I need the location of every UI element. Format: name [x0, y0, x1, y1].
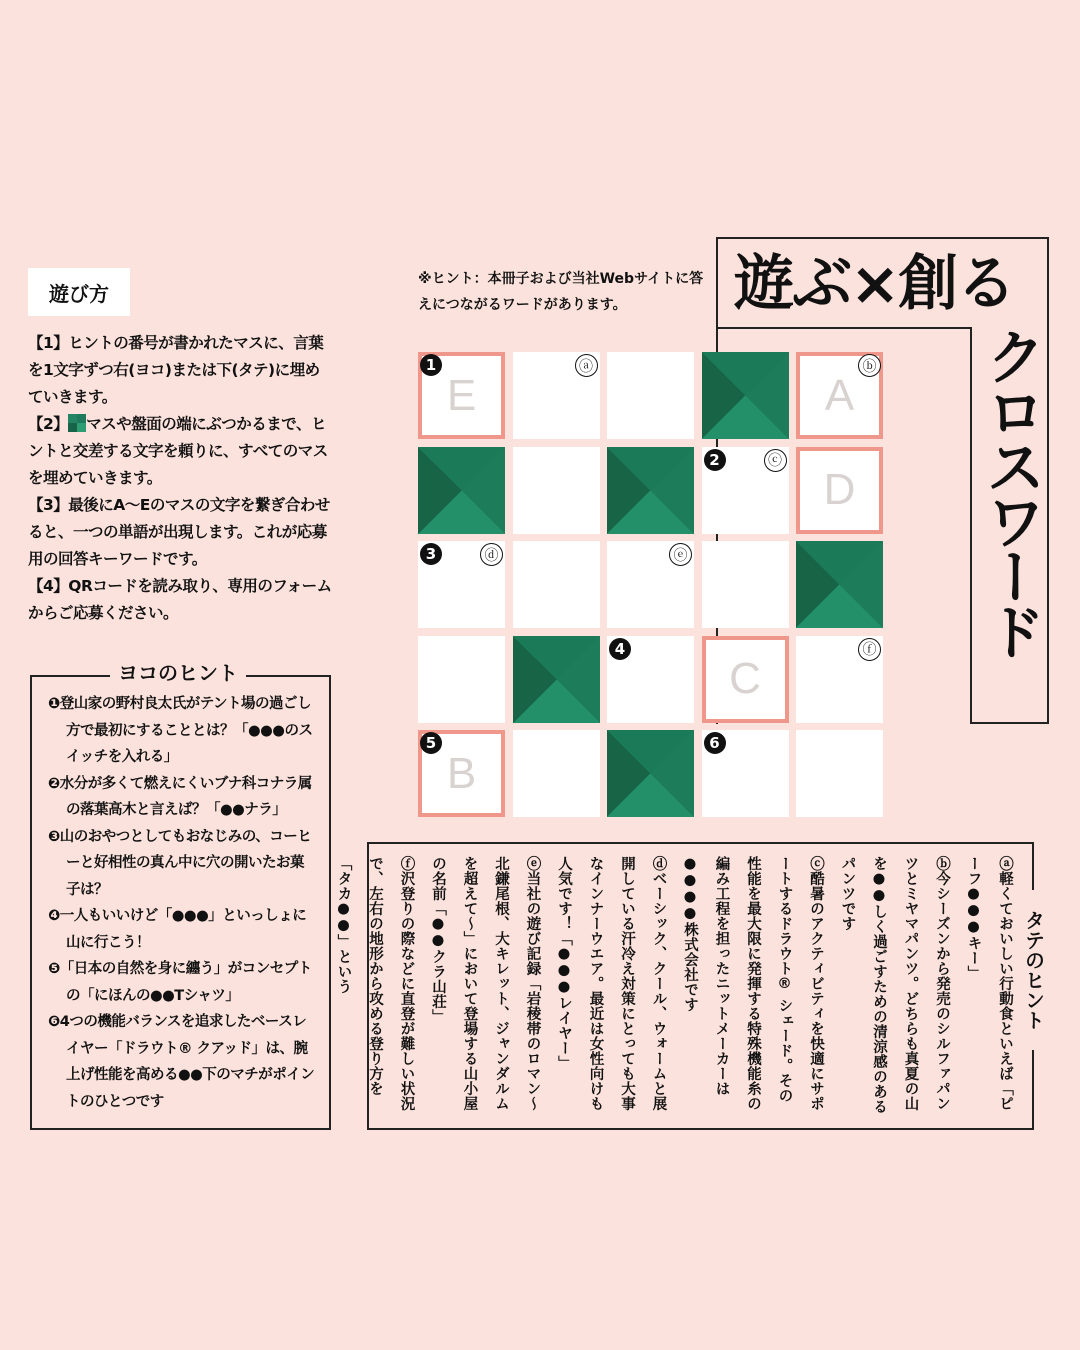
howto-body [28, 330, 334, 627]
title-frame-line [1047, 237, 1049, 723]
key-cell-letter: A [824, 370, 855, 420]
grid-cell[interactable] [607, 636, 694, 723]
title-frame-line [970, 722, 1049, 724]
page-title-horizontal: 遊ぶ×創る [734, 249, 1015, 319]
howto-step-2-text: マスや盤面の端にぶつかるまで、ヒントと交差する文字を頼りに、すべてのマスを埋めていきます。 [28, 415, 328, 487]
title-frame-line [716, 327, 972, 329]
down-hint-item: ⓕ沢登りの際などに直登が難しい状況で、左右の地形から攻める登り方を「タカ●●」という [335, 856, 415, 1111]
grid-cell[interactable] [702, 636, 789, 723]
cell-clue-marker: ⓑ [858, 354, 881, 377]
grid-cell[interactable] [607, 352, 694, 439]
howto-step-1: 【1】ヒントの番号が書かれたマスに、言葉を1文字ずつ右(ヨコ)または下(タテ)に埋めていきます。 [28, 334, 324, 406]
black-cell [702, 352, 789, 439]
black-cell [418, 447, 505, 534]
across-hint-item: ❹一人もいいけど「●●●」といっしょに山に行こう！ [48, 908, 307, 951]
across-hint-item: ❻4つの機能バランスを追求したベースレイヤー「ドラウト® クアッド」は、腕上げ性能を高める●●下のマチがポイントのひとつです [48, 1014, 315, 1110]
black-cell [607, 730, 694, 817]
green-tile-icon [68, 414, 86, 432]
cell-clue-marker: ⓕ [858, 638, 881, 661]
down-hint-item: ⓓベーシック、クール、ウォームと展開している汗冷え対策にとっても大事なインナーウエア。最近は女性向けも人気です！「●●●レイヤー」 [556, 856, 667, 1111]
howto-step-2 [28, 411, 334, 492]
cell-number: 5 [420, 732, 442, 754]
key-cell-letter: E [446, 370, 477, 420]
cell-number: 4 [609, 638, 631, 660]
cell-clue-marker: ⓐ [575, 354, 598, 377]
across-hints-box [30, 675, 331, 1130]
grid-cell[interactable] [513, 730, 600, 817]
cell-clue-marker: ⓔ [669, 543, 692, 566]
grid-cell[interactable] [796, 636, 883, 723]
black-cell [513, 636, 600, 723]
grid-cell[interactable] [702, 447, 789, 534]
black-cell [607, 447, 694, 534]
howto-step-2-prefix: 【2】 [28, 415, 69, 433]
grid-cell[interactable] [418, 352, 505, 439]
across-hint-item: ❺「日本の自然を身に纏う」がコンセプトの「にほんの●●Tシャツ」 [48, 961, 312, 1004]
down-hints-heading: タテのヒント [1017, 890, 1051, 1050]
across-hints-list [48, 691, 317, 1115]
cell-number: 2 [704, 449, 726, 471]
cell-number: 6 [704, 732, 726, 754]
grid-cell[interactable] [418, 541, 505, 628]
down-hint-item: ⓒ酷暑のアクティビティを快適にサポートするドラウト® シェード。その性能を最大限に発揮する特殊機能糸の編み工程を担ったニットメーカーは●●●●株式会社です [682, 856, 824, 1111]
grid-cell[interactable] [607, 541, 694, 628]
cell-number: 1 [420, 354, 442, 376]
grid-cell[interactable] [796, 447, 883, 534]
across-hint-item: ❷水分が多くて燃えにくいブナ科コナラ属の落葉高木と言えば？「●●ナラ」 [48, 775, 312, 818]
grid-cell[interactable] [702, 730, 789, 817]
grid-cell[interactable] [418, 730, 505, 817]
page-title-vertical: クロスワード [976, 326, 1046, 656]
hint-note: ※ヒント：本冊子および当社Webサイトに答えにつながるワードがあります。 [418, 271, 704, 313]
grid-cell[interactable] [418, 636, 505, 723]
down-hint-item: ⓑ今シーズンから発売のシルファパンツとミヤマパンツ。どちらも真夏の山を●●しく過ごすための清涼感のあるパンツです [839, 856, 950, 1114]
down-hints-list [335, 856, 1020, 1118]
howto-step-3: 【3】最後にA～Eのマスの文字を繋ぎ合わせると、一つの単語が出現します。これが応募用の回答キーワードです。 [28, 496, 330, 568]
black-cell [796, 541, 883, 628]
cell-clue-marker: ⓒ [764, 449, 787, 472]
cell-clue-marker: ⓓ [480, 543, 503, 566]
howto-heading: 遊び方 [28, 268, 130, 316]
key-cell-letter: D [823, 465, 856, 514]
down-hint-item: ⓔ当社の遊び記録「岩稜帯のロマン～北鎌尾根、大キレット、ジャンダルムを超えて～」において登場する山小屋の名前「●●クラ山荘」 [430, 856, 541, 1111]
key-cell-letter: B [446, 748, 477, 798]
across-hint-item: ❸山のおやつとしてもおなじみの、コーヒーと好相性の真ん中に穴の開いたお菓子は？ [48, 828, 312, 898]
key-cell-letter: C [729, 654, 761, 703]
cell-number: 3 [420, 543, 442, 565]
across-hints-heading: ヨコのヒント [110, 660, 246, 686]
grid-cell[interactable] [796, 352, 883, 439]
down-hint-item: ⓐ軽くておいしい行動食といえば「ピーフ●●●キー」 [965, 856, 1013, 1111]
howto-step-4: 【4】QRコードを読み取り、専用のフォームからご応募ください。 [28, 577, 332, 622]
grid-cell[interactable] [513, 541, 600, 628]
grid-cell[interactable] [702, 541, 789, 628]
crossword-grid [418, 352, 883, 817]
grid-cell[interactable] [513, 352, 600, 439]
across-hint-item: ❶登山家の野村良太氏がテント場の過ごし方で最初にすることとは？「●●●のスイッチを入れる」 [48, 696, 313, 765]
grid-cell[interactable] [796, 730, 883, 817]
grid-cell[interactable] [513, 447, 600, 534]
title-frame-line [970, 327, 972, 724]
